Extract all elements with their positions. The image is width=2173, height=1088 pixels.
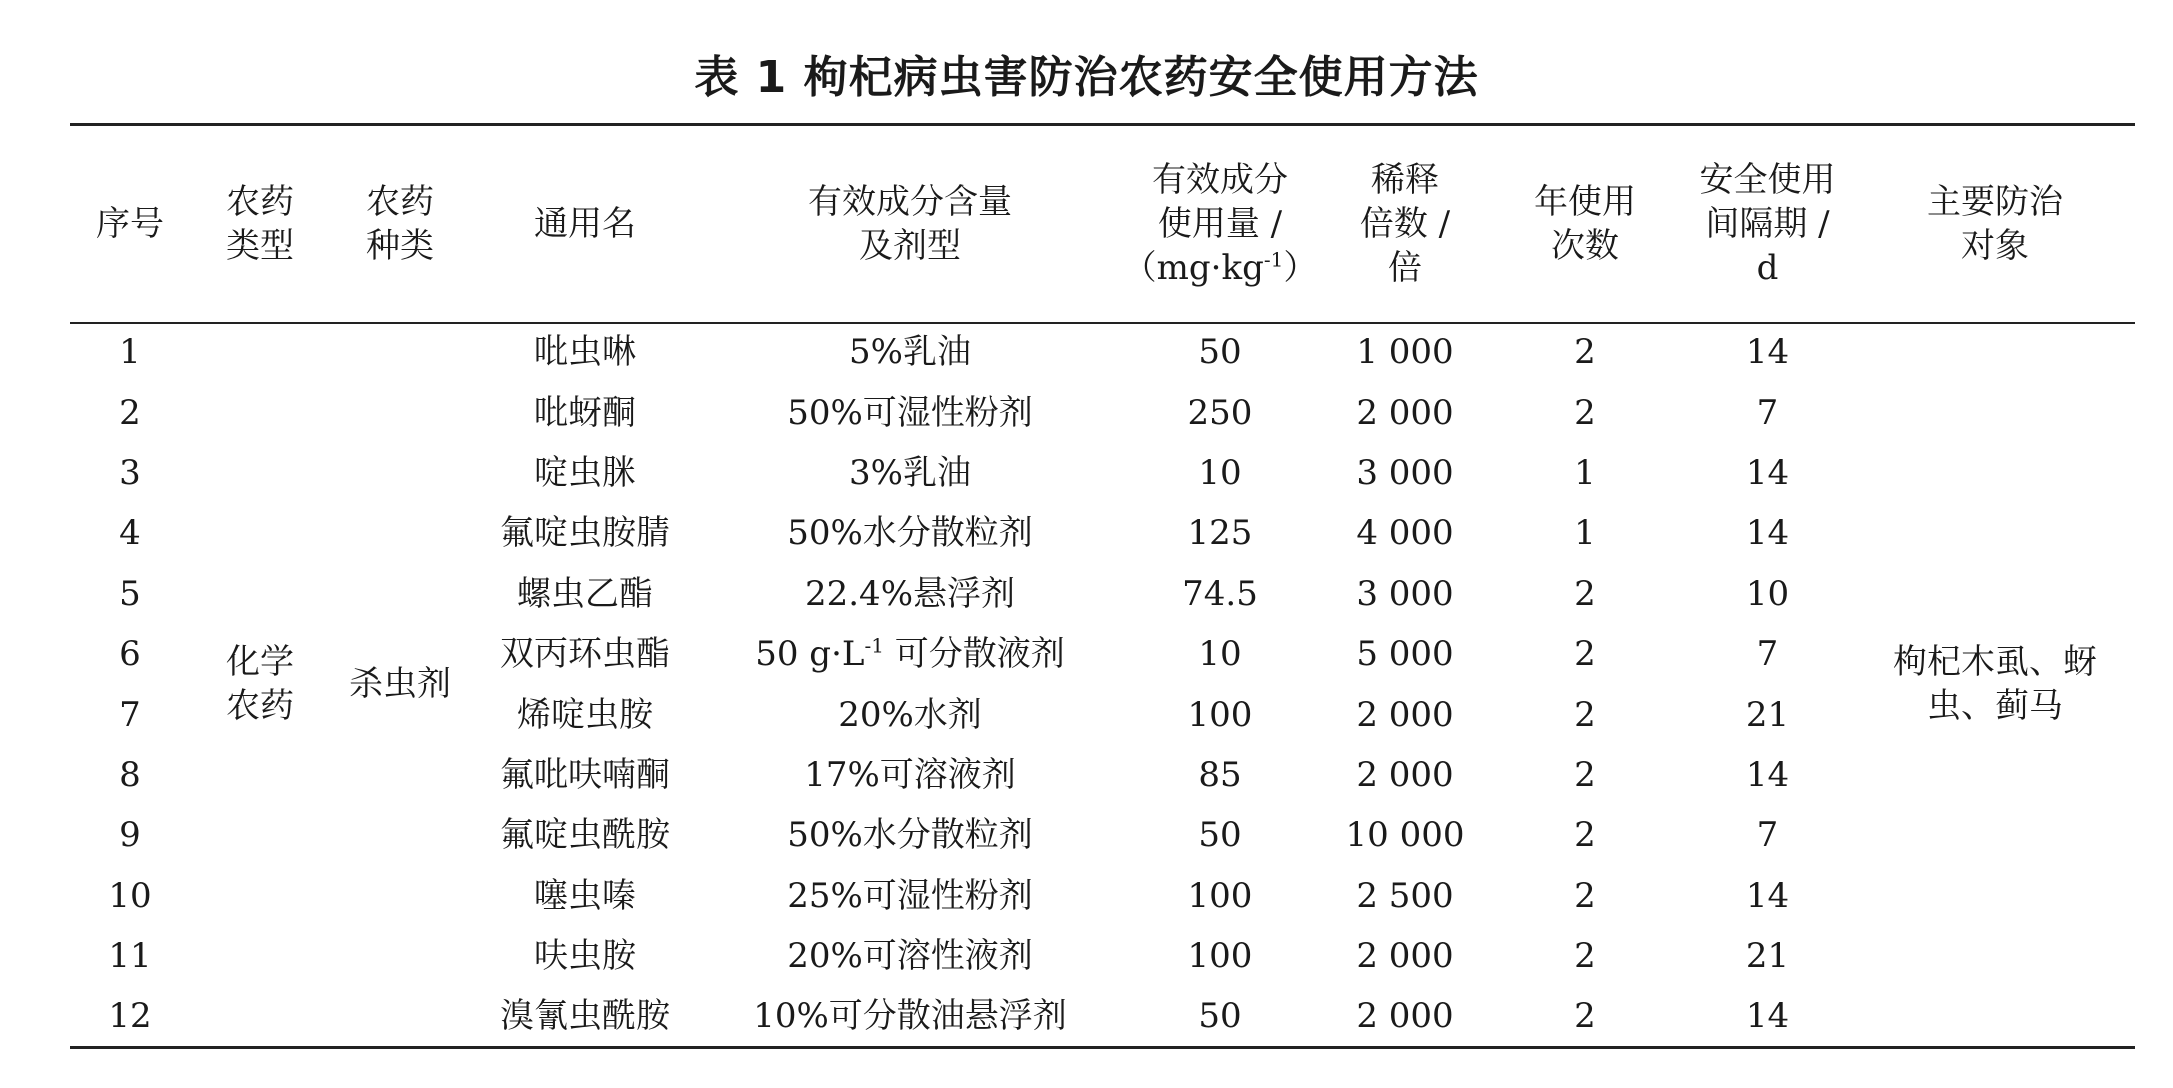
cell-no: 10 [108,875,152,916]
cell-dilution: 2 000 [1356,996,1454,1037]
cell-interval: 14 [1745,875,1790,916]
cell-dilution: 1 000 [1356,332,1454,373]
cell-dilution: 3 000 [1356,452,1454,493]
cell-no: 7 [119,694,141,735]
cell-no: 8 [119,754,141,795]
header-kind-line1: 农药 [366,182,434,222]
header-interval-line3: d [1756,248,1779,288]
cell-no: 5 [119,573,141,614]
cell-times: 2 [1574,815,1596,856]
header-category [190,126,330,322]
cell-content-post: 可分散液剂 [883,634,1065,675]
cell-name: 烯啶虫胺 [517,694,653,735]
cell-dilution: 10 000 [1345,815,1465,856]
header-interval-line2: 间隔期 / [1705,204,1830,244]
cell-interval: 14 [1745,332,1790,373]
cell-name: 螺虫乙酯 [517,573,653,614]
cell-dose: 100 [1187,694,1253,735]
cell-dose: 50 [1198,996,1242,1037]
cell-no: 6 [119,634,141,675]
cell-content: 20%水剂 [838,694,982,735]
cell-content-pre: 50 g·L [755,634,865,675]
cell-no: 4 [119,513,141,554]
cell-times: 2 [1574,694,1596,735]
header-dilution-line3: 倍 [1388,248,1422,288]
header-dose-line3 [1120,246,1320,290]
cell-times: 2 [1574,634,1596,675]
cell-name: 氟吡呋喃酮 [500,754,670,795]
cell-name: 吡蚜酮 [534,392,636,433]
cell-category-line1: 化学 [226,642,294,683]
header-dilution [1320,126,1490,322]
cell-dilution: 3 000 [1356,573,1454,614]
cell-dilution: 2 000 [1356,694,1454,735]
cell-interval: 14 [1745,754,1790,795]
header-target [1855,126,2135,322]
cell-target-line2: 虫、蓟马 [1927,686,2063,727]
header-name: 通用名 [534,204,636,244]
cell-dose: 100 [1187,875,1253,916]
cell-dose: 125 [1187,513,1253,554]
cell-content: 50%水分散粒剂 [787,513,1033,554]
cell-no: 11 [108,936,152,977]
table-row [70,322,2135,382]
cell-dose: 10 [1198,634,1242,675]
header-row [70,126,2135,322]
cell-interval: 14 [1745,452,1790,493]
header-target-line2: 对象 [1961,226,2029,266]
cell-name: 氟啶虫胺腈 [500,513,670,554]
header-content [700,126,1120,322]
pesticide-table [70,126,2135,1047]
table-title: 表 1 枸杞病虫害防治农药安全使用方法 [694,52,1479,103]
header-dose-line2: 使用量 / [1157,204,1283,244]
cell-content-sup: -1 [864,633,884,658]
cell-interval: 21 [1745,936,1790,977]
cell-dose: 50 [1198,815,1242,856]
cell-interval: 14 [1745,513,1790,554]
header-kind [330,126,470,322]
cell-dilution: 5 000 [1356,634,1454,675]
cell-dose: 85 [1198,754,1242,795]
header-times-line2: 次数 [1551,226,1619,266]
header-dose-unit-sup: -1 [1263,247,1284,272]
cell-content: 17%可溶液剂 [804,754,1016,795]
cell-name: 氟啶虫酰胺 [500,815,670,856]
cell-no: 9 [119,815,141,856]
cell-times: 1 [1574,452,1596,493]
cell-interval: 7 [1756,815,1779,856]
header-content-line2: 及剂型 [859,226,961,266]
cell-content: 5%乳油 [849,332,971,373]
header-category-line1: 农药 [226,182,294,222]
cell-no: 1 [119,332,141,373]
header-dilution-line2: 倍数 / [1359,204,1451,244]
cell-dose: 50 [1198,332,1242,373]
cell-interval: 7 [1756,392,1779,433]
cell-times: 1 [1574,513,1596,554]
header-dose-unit-close: ） [1283,248,1318,288]
cell-dose: 100 [1187,936,1253,977]
cell-dilution: 4 000 [1356,513,1454,554]
cell-target-line1: 枸杞木虱、蚜 [1893,642,2097,683]
cell-name: 吡虫啉 [534,332,636,373]
cell-name: 啶虫脒 [534,452,636,493]
header-content-line1: 有效成分含量 [808,182,1012,222]
cell-name: 溴氰虫酰胺 [500,996,670,1037]
header-interval [1680,126,1855,322]
cell-times: 2 [1574,392,1596,433]
header-dose [1120,126,1320,322]
cell-dilution: 2 000 [1356,754,1454,795]
header-target-line1: 主要防治 [1927,182,2063,222]
cell-times: 2 [1574,332,1596,373]
cell-content: 50%水分散粒剂 [787,815,1033,856]
cell-interval: 10 [1745,573,1790,614]
cell-times: 2 [1574,996,1596,1037]
cell-dilution: 2 000 [1356,936,1454,977]
cell-content: 3%乳油 [849,452,971,493]
cell-content: 22.4%悬浮剂 [804,573,1015,614]
cell-category-merged [190,322,330,1047]
cell-times: 2 [1574,936,1596,977]
cell-dose: 10 [1198,452,1242,493]
cell-category-line2: 农药 [226,686,294,727]
cell-name: 双丙环虫酯 [500,634,670,675]
cell-times: 2 [1574,754,1596,795]
cell-times: 2 [1574,573,1596,614]
cell-no: 12 [108,996,152,1037]
header-dose-line1: 有效成分 [1152,160,1288,200]
header-dose-unit: （mg·kg [1122,248,1264,288]
cell-content [700,624,1120,684]
cell-dose: 250 [1187,392,1253,433]
cell-dilution: 2 000 [1356,392,1454,433]
header-interval-line1: 安全使用 [1699,160,1836,200]
cell-name: 噻虫嗪 [534,875,636,916]
cell-content: 25%可湿性粉剂 [787,875,1033,916]
cell-interval: 14 [1745,996,1790,1037]
cell-name: 呋虫胺 [534,936,636,977]
header-no: 序号 [96,204,164,244]
cell-interval: 21 [1745,694,1790,735]
cell-dose: 74.5 [1182,573,1258,614]
cell-content: 20%可溶性液剂 [787,936,1033,977]
header-category-line2: 类型 [226,226,294,266]
cell-content: 10%可分散油悬浮剂 [753,996,1067,1037]
cell-content: 50%可湿性粉剂 [787,392,1033,433]
cell-no: 2 [119,392,141,433]
header-dilution-line1: 稀释 [1371,160,1439,200]
cell-times: 2 [1574,875,1596,916]
header-times [1490,126,1680,322]
cell-target-merged [1855,322,2135,1047]
header-kind-line2: 种类 [366,226,434,266]
cell-interval: 7 [1756,634,1779,675]
cell-no: 3 [119,452,141,493]
cell-dilution: 2 500 [1356,875,1454,916]
cell-kind-merged: 杀虫剂 [349,664,451,705]
header-times-line1: 年使用 [1534,182,1636,222]
